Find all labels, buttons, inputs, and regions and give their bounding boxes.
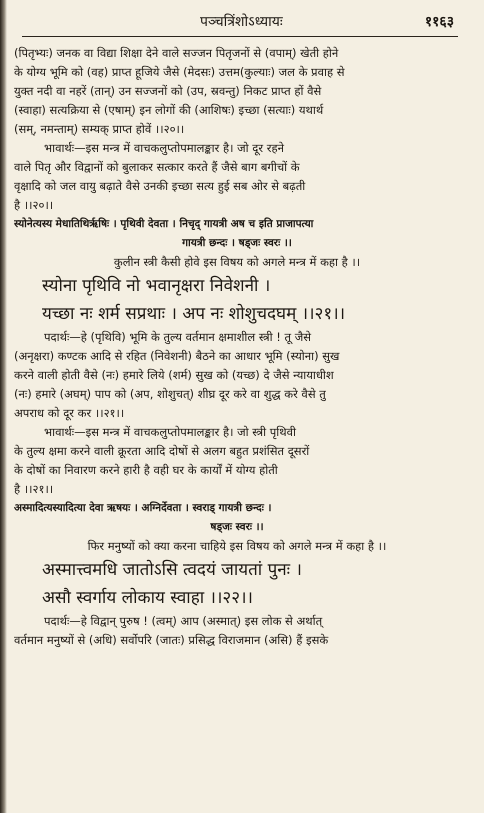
- text-line: (नः) हमारे (अघम्) पाप को (अप, शोशुचत्) शीघ्र दूर करे वा शुद्ध करे वैसे तु: [14, 387, 326, 401]
- paragraph-start-line: पदार्थः—हे विद्वान् पुरुष ! (त्वम्) आप (अस्मात्) इस लोक से अर्थात्: [44, 614, 323, 628]
- mantra-line: स्योना पृथिवि नो भवानृक्षरा निवेशनी ।: [42, 276, 271, 296]
- mantra-line: असौ स्वर्गाय लोकाय स्वाहा ।।२२।।: [42, 588, 253, 608]
- text-line: (सम्, नमन्ताम्) सम्यक् प्राप्त होवें ।।२०।।: [14, 122, 185, 136]
- page-body: [14, 44, 460, 650]
- header-rule: [22, 36, 458, 37]
- chhanda-line: षड्जः स्वरः ।।: [210, 521, 264, 533]
- paragraph-start-line: पदार्थः—हे (पृथिवि) भूमि के तुल्य वर्तमान क्षमाशील स्त्री ! तू जैसे: [44, 330, 312, 344]
- mantra-line: यच्छा नः शर्म सप्रथाः । अप नः शोशुचदघम् ।।२१।।: [42, 304, 346, 324]
- rishi-devata-line: स्योनेत्यस्य मेधातिथिर्ऋषिः । पृथिवी देवता । निचृद् गायत्री अष च इति प्राजापत्या: [14, 218, 314, 230]
- chapter-title: पञ्चत्रिंशोऽध्यायः: [200, 14, 283, 30]
- page-number: ११६३: [424, 14, 454, 30]
- rishi-devata-line: अस्मादित्यस्यादित्या देवा ऋषयः । अग्निर्देवता । स्वराड् गायत्री छन्दः ।: [14, 502, 272, 514]
- paragraph-start-line: भावार्थः—इस मन्त्र में वाचकलुप्तोपमालङ्कार है। जो दूर रहने: [44, 141, 284, 155]
- text-line: वर्तमान मनुष्यों से (अधि) सर्वोपरि (जातः) प्रसिद्ध विराजमान (असि) हैं इसके: [14, 633, 329, 647]
- topic-line: कुलीन स्त्री कैसी होवे इस विषय को अगले मन्त्र में कहा है ।।: [113, 255, 361, 269]
- text-line: के दोषों का निवारण करने हारी है वही घर के कार्यों में योग्य होती: [14, 463, 278, 477]
- text-line: (स्वाहा) सत्यक्रिया से (एषाम्) इन लोगों की (आशिषः) इच्छा (सत्याः) यथार्थ: [14, 103, 324, 117]
- page-gutter-shadow: [0, 0, 7, 813]
- text-line: (अनृक्षरा) कण्टक आदि से रहित (निवेशनी) बैठने का आधार भूमि (स्योना) सुख: [14, 349, 340, 363]
- text-line: वृक्षादि को जल वायु बढ़ाते वैसे उनकी इच्छा सत्य हुई सब ओर से बढ़ती: [14, 179, 306, 193]
- text-line: (पितृभ्यः) जनक वा विद्या शिक्षा देने वाले सज्जन पितृजनों से (वपाम्) खेती होने: [14, 46, 339, 60]
- text-line: के योग्य भूमि को (वह) प्राप्त हूजिये जैसे (मेदसः) उत्तम(कुल्याः) जल के प्रवाह से: [14, 65, 345, 79]
- text-line: करने वाली होती वैसे (नः) हमारे लिये (शर्म) सुख को (यच्छ) दे जैसे न्यायाधीश: [14, 368, 334, 382]
- chhanda-line: गायत्री छन्दः । षड्जः स्वरः ।।: [182, 237, 292, 249]
- text-line: युक्त नदी वा नहरें (तान्) उन सज्जनों को (उप, स्रवन्तु) निकट प्राप्त हों वैसे: [14, 84, 322, 98]
- text-line: है ।।२०।।: [14, 198, 54, 212]
- text-line: के तुल्य क्षमा करने वाली क्रूरता आदि दोषों से अलग बहुत प्रशंसित दूसरों: [14, 444, 310, 458]
- page-header: [40, 12, 454, 34]
- text-line: अपराध को दूर कर ।।२१।।: [14, 406, 125, 420]
- topic-line: फिर मनुष्यों को क्या करना चाहिये इस विषय को अगले मन्त्र में कहा है ।।: [87, 539, 387, 553]
- paragraph-start-line: भावार्थः—इस मन्त्र में वाचकलुप्तोपमालङ्कार है। जो स्त्री पृथिवी: [44, 425, 296, 439]
- text-line: है ।।२१।।: [14, 482, 54, 496]
- mantra-line: अस्मात्त्वमधि जातोऽसि त्वदयं जायतां पुनः ।: [42, 560, 302, 580]
- text-line: वाले पितृ और विद्वानों को बुलाकर सत्कार करते हैं जैसे बाग बगीचों के: [14, 160, 300, 174]
